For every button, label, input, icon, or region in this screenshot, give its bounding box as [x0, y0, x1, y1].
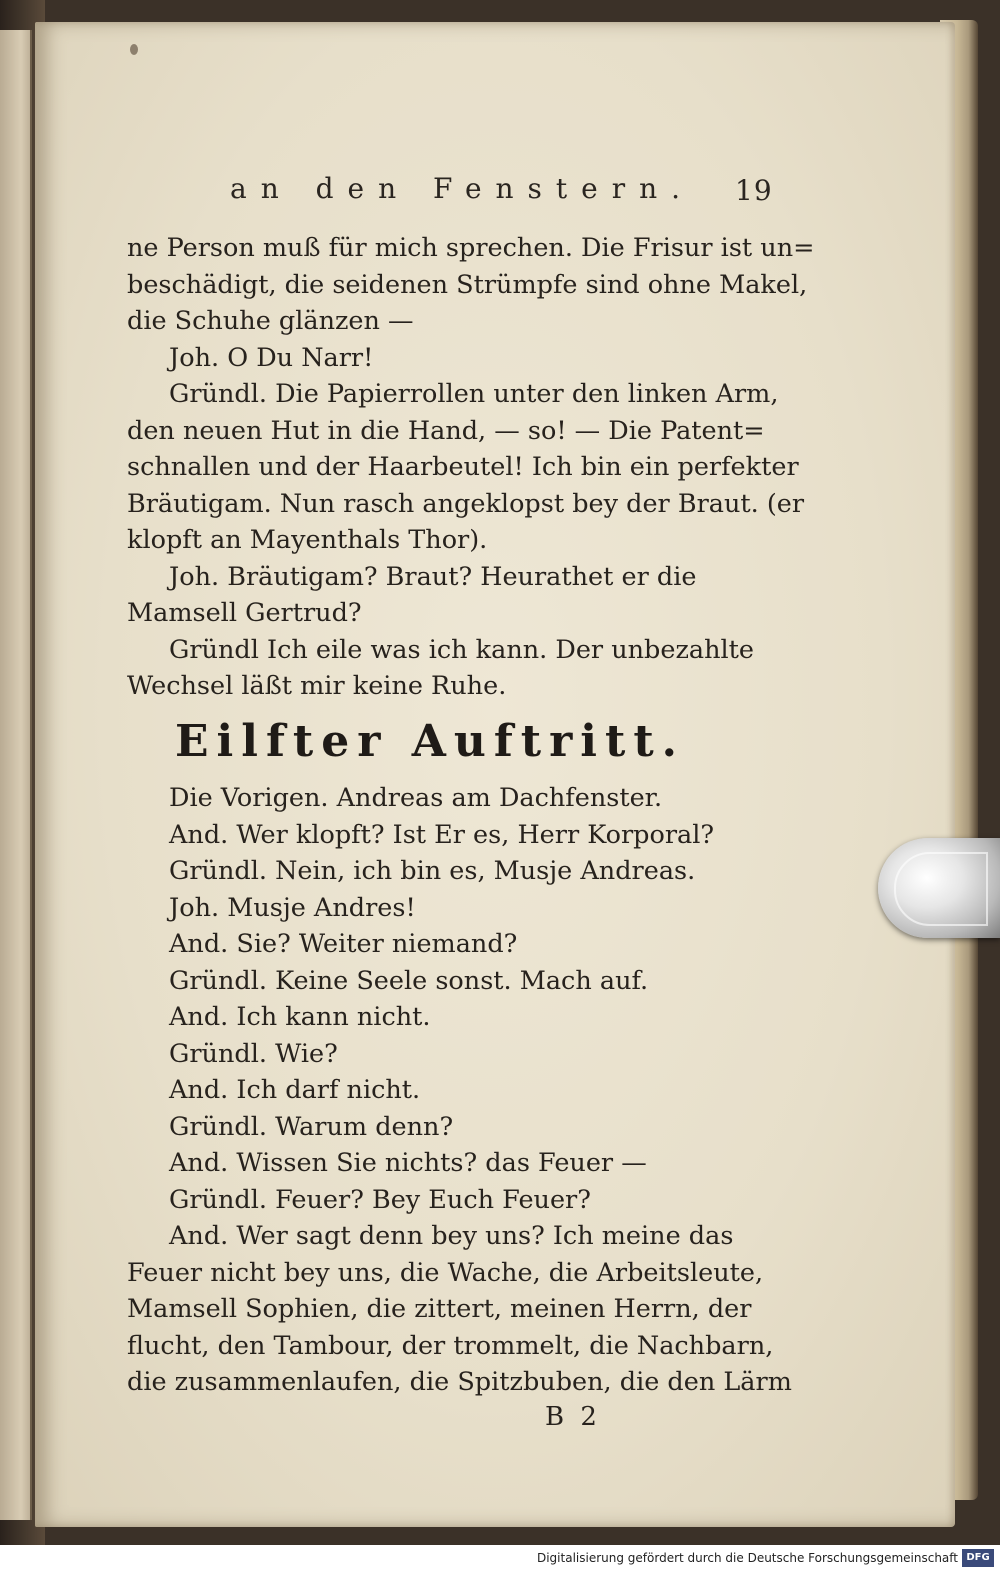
dialogue-line: Joh. O Du Narr!	[169, 342, 374, 373]
text-line: flucht, den Tambour, der trommelt, die Nachbarn,	[127, 1330, 774, 1361]
scene-heading: Eilfter Auftritt.	[175, 716, 685, 767]
text-line: Bräutigam. Nun rasch angeklopst bey der Braut. (er	[127, 488, 805, 519]
dfg-logo-icon: DFG	[962, 1549, 994, 1567]
dialogue-line: And. Wer klopft? Ist Er es, Herr Korporal?	[169, 819, 715, 850]
text-block-top	[127, 230, 815, 705]
text-line: ne Person muß für mich sprechen. Die Frisur ist un=	[127, 233, 815, 263]
text-line: klopft an Mayenthals Thor).	[127, 525, 488, 555]
dialogue-line: And. Ich darf nicht.	[169, 1075, 421, 1105]
dialogue-line: Joh. Musje Andres!	[169, 892, 416, 923]
paper-stain	[130, 44, 138, 55]
page-number: 19	[735, 174, 773, 207]
text-block-bottom	[127, 780, 807, 1401]
book-page	[35, 22, 955, 1527]
text-line: die zusammenlaufen, die Spitzbuben, die den Lärm	[127, 1367, 792, 1397]
dialogue-line: Gründl. Die Papierrollen unter den linken Arm,	[169, 379, 779, 409]
dialogue-line: Gründl. Nein, ich bin es, Musje Andreas.	[169, 856, 696, 886]
footer-credit: Digitalisierung gefördert durch die Deutsche Forschungsgemeinschaft	[536, 1551, 958, 1565]
dialogue-line: And. Ich kann nicht.	[169, 1002, 431, 1032]
dialogue-line: Gründl. Wie?	[169, 1038, 338, 1069]
dialogue-line: Gründl Ich eile was ich kann. Der unbezahlte	[169, 634, 755, 665]
page-clip	[878, 838, 1000, 938]
text-line: Feuer nicht bey uns, die Wache, die Arbeitsleute,	[127, 1257, 764, 1288]
dialogue-line: Gründl. Warum denn?	[169, 1111, 454, 1142]
text-line: Wechsel läßt mir keine Ruhe.	[127, 671, 507, 701]
stage-direction: Die Vorigen. Andreas am Dachfenster.	[169, 783, 663, 813]
text-line: Mamsell Sophien, die zittert, meinen Herrn, der	[127, 1294, 752, 1324]
text-line: beschädigt, die seidenen Strümpfe sind ohne Makel,	[127, 269, 808, 300]
text-line: die Schuhe glänzen —	[127, 306, 414, 336]
text-line: Mamsell Gertrud?	[127, 598, 362, 628]
dialogue-line: And. Wer sagt denn bey uns? Ich meine das	[169, 1221, 734, 1251]
dialogue-line: Joh. Bräutigam? Braut? Heurathet er die	[169, 561, 697, 592]
dialogue-line: Gründl. Feuer? Bey Euch Feuer?	[169, 1184, 591, 1215]
dialogue-line: And. Wissen Sie nichts? das Feuer —	[169, 1148, 647, 1178]
left-page-edge	[0, 30, 32, 1520]
running-title: an den Fenstern.	[230, 172, 695, 205]
text-line: den neuen Hut in die Hand, — so! — Die Patent=	[127, 415, 765, 446]
dialogue-line: Gründl. Keine Seele sonst. Mach auf.	[169, 965, 649, 996]
dialogue-line: And. Sie? Weiter niemand?	[169, 929, 518, 959]
signature-mark: B 2	[545, 1402, 601, 1432]
text-line: schnallen und der Haarbeutel! Ich bin ein perfekter	[127, 452, 799, 482]
